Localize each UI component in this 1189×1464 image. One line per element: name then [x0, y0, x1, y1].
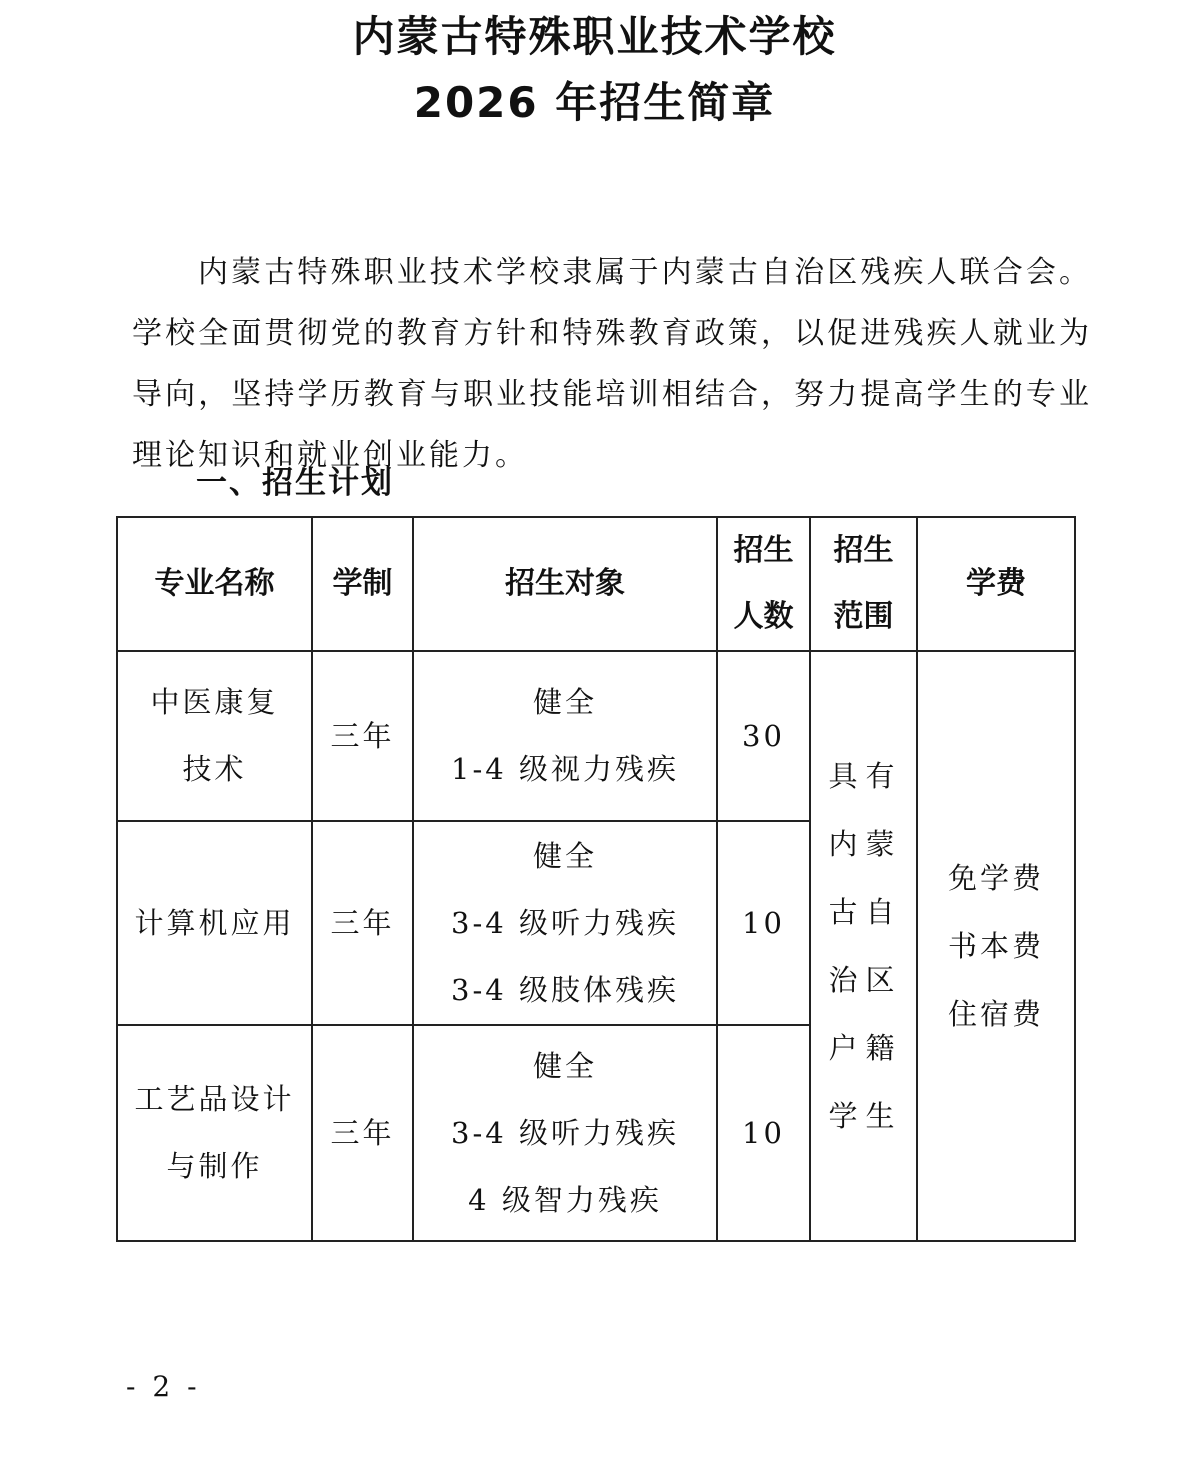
cell-target-line: 3-4 级听力残疾 [451, 905, 679, 940]
table-row [117, 651, 1075, 821]
header-count [717, 517, 810, 651]
cell-major-line: 计算机应用 [134, 905, 295, 940]
cell-major-line: 工艺品设计 [134, 1082, 295, 1116]
cell-target-line: 健全 [532, 1048, 597, 1083]
header-target: 招生对象 [413, 517, 717, 651]
document-title-line1: 内蒙古特殊职业技术学校 [352, 12, 837, 61]
cell-target [413, 1025, 717, 1241]
cell-count: 10 [717, 821, 810, 1025]
scope-line: 古自 [828, 895, 903, 929]
cell-target [413, 651, 717, 821]
header-count-line2: 人数 [733, 599, 794, 634]
scope-line: 户籍 [828, 1031, 903, 1065]
cell-target-line: 1-4 级视力残疾 [451, 752, 679, 786]
document-title-line2: 2026 年招生简章 [413, 78, 776, 127]
cell-count: 10 [717, 1025, 810, 1241]
cell-duration: 三年 [312, 821, 413, 1025]
cell-major [117, 651, 312, 821]
header-duration: 学制 [312, 517, 413, 651]
cell-major [117, 821, 312, 1025]
cell-target-line: 健全 [532, 838, 597, 873]
fee-line: 免学费 [947, 861, 1044, 895]
section-heading-enrollment-plan: 一、招生计划 [196, 465, 394, 501]
fee-line: 住宿费 [947, 997, 1044, 1031]
header-fee: 学费 [917, 517, 1075, 651]
header-count-line1: 招生 [733, 533, 794, 568]
enrollment-plan-table [116, 516, 1076, 1242]
table-header-row [117, 517, 1075, 651]
scope-line: 内蒙 [828, 827, 903, 861]
cell-target [413, 821, 717, 1025]
page-number: - 2 - [126, 1370, 201, 1403]
header-scope-line2: 范围 [833, 599, 894, 634]
cell-major [117, 1025, 312, 1241]
scope-text [828, 742, 903, 1150]
fee-text [948, 844, 1044, 1048]
cell-major-line: 与制作 [166, 1149, 263, 1183]
scope-line: 学生 [828, 1099, 903, 1133]
header-major: 专业名称 [117, 517, 312, 651]
header-scope [810, 517, 917, 651]
cell-target-line: 4 级智力残疾 [468, 1182, 662, 1217]
cell-scope [810, 651, 917, 1241]
cell-major-line: 技术 [182, 752, 247, 786]
fee-line: 书本费 [947, 929, 1044, 963]
cell-duration: 三年 [312, 1025, 413, 1241]
header-scope-line1: 招生 [833, 533, 894, 568]
scope-line: 具有 [828, 759, 903, 793]
cell-target-line: 3-4 级听力残疾 [451, 1115, 679, 1150]
scope-line: 治区 [828, 963, 903, 997]
cell-fee [917, 651, 1075, 1241]
cell-duration: 三年 [312, 651, 413, 821]
cell-major-line: 中医康复 [150, 685, 279, 719]
cell-target-line: 健全 [532, 685, 597, 719]
cell-target-line: 3-4 级肢体残疾 [451, 972, 679, 1007]
intro-paragraph: 内蒙古特殊职业技术学校隶属于内蒙古自治区残疾人联合会。学校全面贯彻党的教育方针和特殊教育政策，以促进残疾人就业为导向，坚持学历教育与职业技能培训相结合，努力提高学生的专业理论知识和就业创业能力。 [132, 255, 1092, 473]
cell-count: 30 [717, 651, 810, 821]
